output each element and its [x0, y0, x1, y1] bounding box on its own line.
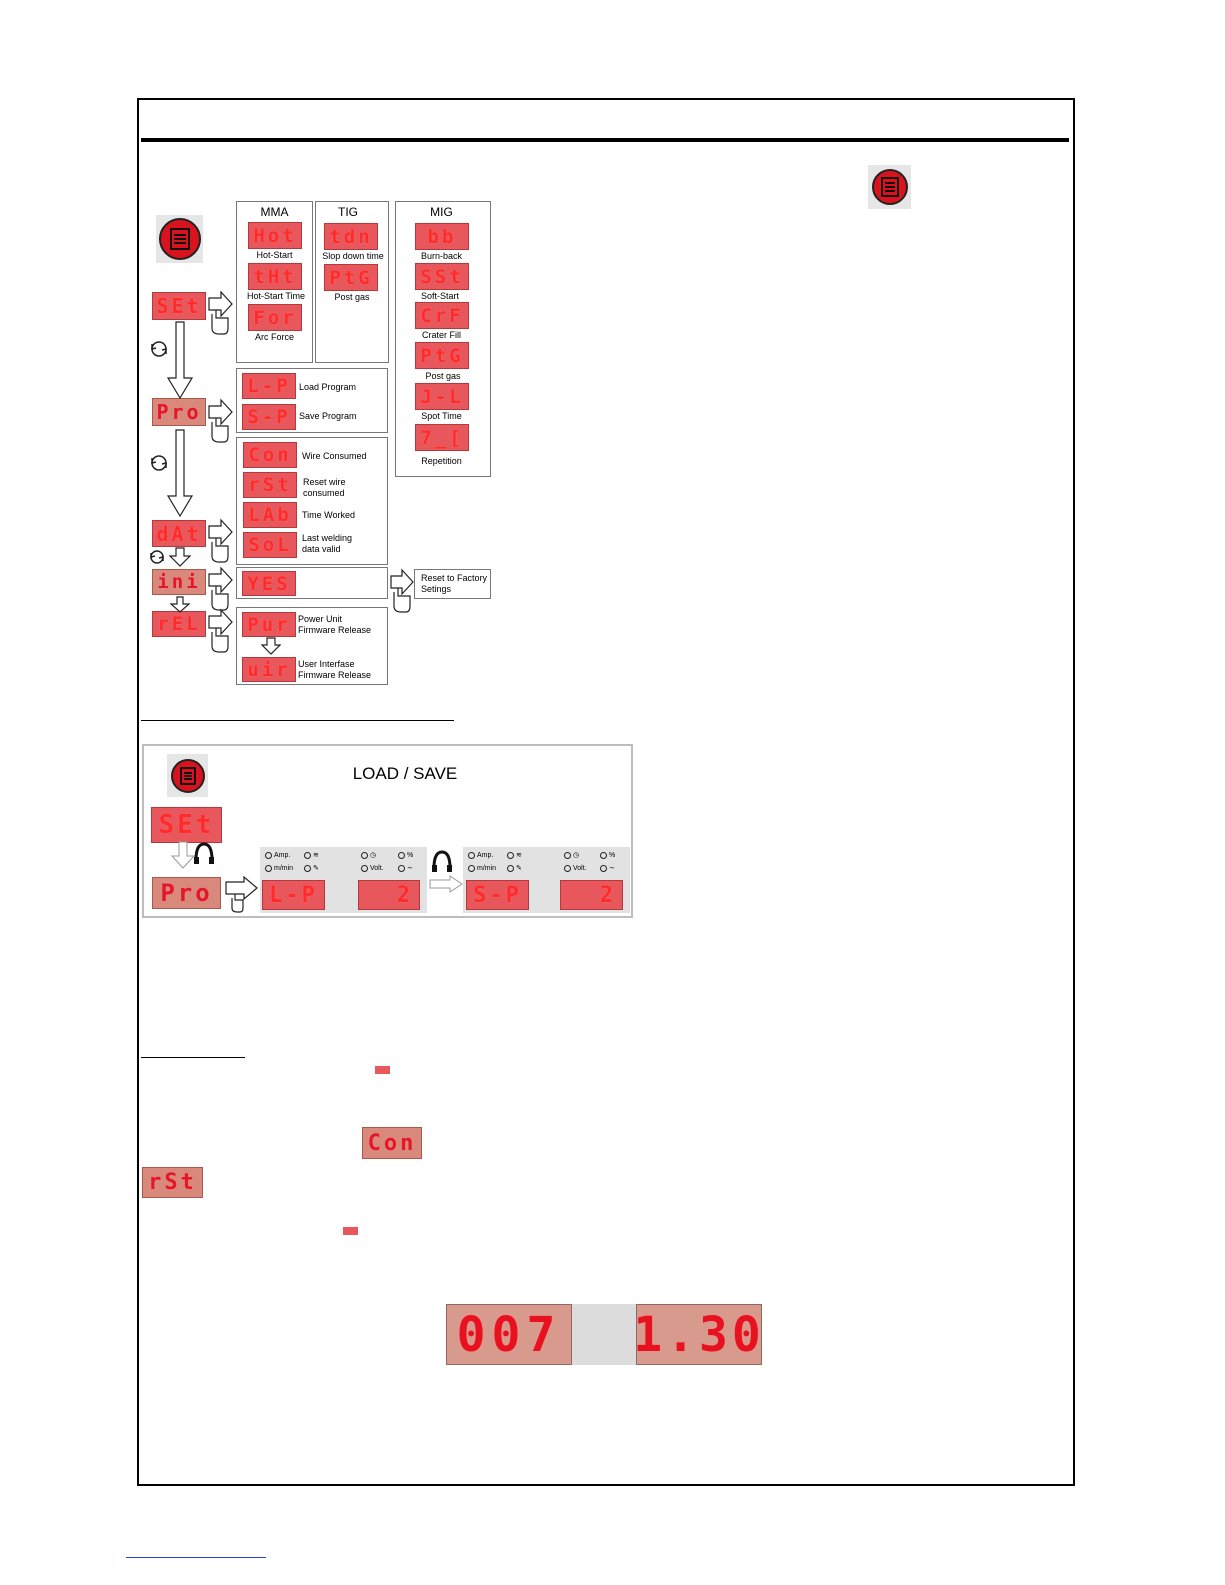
- ls-pro-display: Pro: [152, 877, 221, 909]
- pointer-hand-icon: [209, 292, 232, 334]
- mma-title: MMA: [260, 205, 289, 219]
- init-yes-display: YES: [242, 571, 296, 596]
- tig-ptg-display: PtG: [324, 264, 378, 291]
- ls-flow: [170, 840, 220, 872]
- last-welding-display: SoL: [243, 532, 297, 558]
- mig-rep-label: Repetition: [421, 456, 462, 466]
- amp-label: Amp.: [477, 852, 494, 859]
- save-program-label: Save Program: [299, 411, 357, 421]
- reset-factory-label: Reset to Factory Setings: [421, 573, 488, 594]
- pct-label: %: [609, 852, 616, 859]
- load-save-title: LOAD / SAVE: [352, 764, 458, 783]
- wire-consumed-label: Wire Consumed: [302, 451, 367, 461]
- down-arrow-icon: [171, 597, 189, 612]
- footer-link-underline: [126, 1557, 266, 1558]
- ls-lp-value: 2: [358, 880, 420, 910]
- tig-ptg-label: Post gas: [334, 292, 370, 302]
- rotate-icon: [152, 456, 166, 470]
- menu-button-icon: [868, 165, 911, 209]
- tig-tdn-label: Slop down time: [322, 251, 384, 261]
- torch-indicator: ✎: [507, 864, 522, 873]
- user-interface-label: User Interfase Firmware Release: [298, 659, 372, 680]
- mig-spot-display: J-L: [415, 383, 469, 410]
- tig-tdn-display: tdn: [324, 223, 378, 250]
- wire-indicator: ≋: [507, 851, 522, 860]
- load-program-label: Load Program: [299, 382, 357, 392]
- mma-hot-display: Hot: [248, 222, 302, 249]
- load-program-display: L-P: [242, 373, 296, 399]
- ls-hand: [224, 876, 260, 914]
- volt-indicator: [361, 864, 384, 873]
- document-icon: [170, 228, 190, 250]
- mma-tht-label: Hot-Start Time: [246, 291, 305, 301]
- down-arrow-icon: [168, 430, 192, 516]
- mma-for-label: Arc Force: [254, 332, 294, 342]
- wire-consumed-display: Con: [243, 442, 297, 468]
- reset-wire-display: rSt: [243, 472, 297, 498]
- inline-rst-display: rSt: [142, 1167, 203, 1198]
- inline-dat-chip: [375, 1066, 390, 1074]
- menu-button-icon: [167, 754, 208, 797]
- ls-mid-flow: [426, 848, 466, 894]
- release-down-arrow: [261, 637, 281, 657]
- mig-ptg-display: PtG: [415, 342, 469, 369]
- torch-indicator: ✎: [304, 864, 319, 873]
- save-program-display: S-P: [242, 404, 296, 430]
- pct-indicator: [398, 851, 413, 860]
- volt-label: Volt.: [573, 865, 587, 872]
- mma-for-display: For: [248, 304, 302, 331]
- inline-lab-chip: [343, 1227, 358, 1235]
- mig-crf-display: CrF: [415, 302, 469, 329]
- amp-indicator: [265, 851, 290, 860]
- menu-rel-display: rEL: [152, 611, 206, 637]
- reset-hand: [389, 568, 415, 614]
- mmin-label: m/min: [477, 865, 497, 872]
- document-icon: [180, 767, 196, 785]
- power-unit-label: Power Unit Firmware Release: [298, 614, 372, 635]
- rotate-icon: [152, 342, 166, 356]
- inline-con-display: Con: [362, 1127, 422, 1159]
- subsection-underline: [141, 1057, 245, 1058]
- mig-crf-label: Crater Fill: [421, 330, 461, 340]
- mig-title: MIG: [430, 205, 453, 219]
- menu-ini-display: ini: [152, 569, 206, 595]
- wave-indicator: ∼: [398, 864, 413, 873]
- mma-tht-display: tHt: [248, 263, 302, 290]
- pct-indicator: [600, 851, 615, 860]
- down-arrow-icon: [168, 322, 192, 398]
- mig-ptg-label: Post gas: [425, 371, 461, 381]
- down-arrow-icon: [170, 548, 190, 566]
- readout-right-display: 1.30: [636, 1304, 762, 1365]
- mma-hot-label: Hot-Start: [256, 250, 293, 260]
- ls-lp-display: L-P: [262, 880, 325, 910]
- document-icon: [881, 177, 899, 197]
- time-worked-label: Time Worked: [302, 510, 356, 520]
- volt-indicator: [564, 864, 587, 873]
- pointer-hand-icon: [391, 570, 413, 612]
- down-arrow-icon: [262, 638, 280, 654]
- select-hands: [206, 290, 236, 660]
- user-interface-display: uir: [242, 657, 296, 682]
- pointer-hand-icon: [209, 400, 232, 442]
- mig-sst-display: SSt: [415, 263, 469, 290]
- pointer-hand-icon: [209, 568, 232, 610]
- mig-bb-label: Burn-back: [420, 251, 463, 261]
- clock-indicator: ◷: [564, 851, 579, 860]
- ls-set-display: SEt: [151, 807, 222, 843]
- down-arrow-icon: [172, 842, 194, 868]
- ls-sp-display: S-P: [466, 880, 529, 910]
- amp-indicator: [468, 851, 493, 860]
- last-welding-label: Last welding data valid: [302, 533, 353, 554]
- readout-left-display: 007: [446, 1304, 572, 1365]
- pointer-hand-icon: [226, 877, 257, 912]
- mig-sst-label: Soft-Start: [420, 291, 459, 301]
- wire-indicator: ≋: [304, 851, 319, 860]
- pointer-hand-icon: [209, 610, 232, 652]
- ls-sp-value: 2: [560, 880, 623, 910]
- menu-set-display: SEt: [152, 292, 206, 320]
- mig-rep-display: 7_[: [415, 424, 469, 451]
- pct-label: %: [407, 852, 414, 859]
- volt-label: Volt.: [370, 865, 384, 872]
- wave-indicator: ∼: [600, 864, 615, 873]
- tig-title: TIG: [338, 205, 358, 219]
- menu-pro-display: Pro: [152, 398, 206, 426]
- pointer-hand-icon: [209, 520, 232, 562]
- rotate-icon: [151, 551, 163, 563]
- power-unit-display: Pur: [242, 612, 296, 637]
- mig-spot-label: Spot Time: [421, 411, 462, 421]
- mmin-indicator: [265, 864, 293, 873]
- header-rule: [141, 138, 1069, 142]
- menu-dat-display: dAt: [152, 520, 206, 547]
- amp-label: Amp.: [274, 852, 291, 859]
- mmin-label: m/min: [274, 865, 294, 872]
- reset-wire-label: Reset wire consumed: [303, 477, 346, 498]
- mmin-indicator: [468, 864, 496, 873]
- clock-indicator: ◷: [361, 851, 376, 860]
- mig-bb-display: bb: [415, 223, 469, 250]
- menu-button-icon: [156, 215, 203, 263]
- time-worked-display: LAb: [243, 502, 297, 528]
- right-arrow-icon: [430, 876, 462, 892]
- section-underline: [141, 720, 454, 721]
